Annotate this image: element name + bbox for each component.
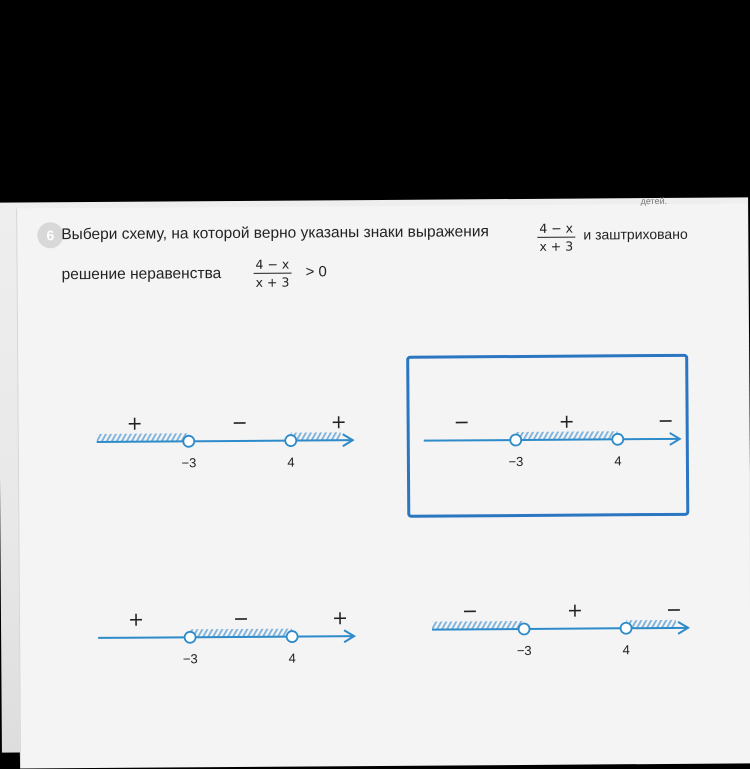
- open-point-2: [612, 434, 623, 445]
- point-label-1: −3: [508, 453, 524, 470]
- axis-line: [424, 439, 680, 441]
- option-scheme-2[interactable]: [406, 354, 689, 518]
- interval-sign-2: +: [558, 410, 575, 433]
- interval-sign-2: −: [231, 411, 248, 434]
- interval-sign-3: +: [330, 411, 347, 434]
- interval-sign-3: +: [331, 607, 349, 630]
- top-note: детей.: [640, 195, 668, 207]
- fraction-denominator: x + 3: [539, 238, 574, 254]
- fraction-denominator: x + 3: [255, 274, 290, 290]
- number-line-diagram: [409, 357, 692, 521]
- question-line-2: решение неравенства: [61, 265, 222, 284]
- question-line-1-tail: и заштриховано: [583, 225, 688, 243]
- axis-line: [98, 636, 354, 638]
- point-label-2: 4: [288, 650, 296, 666]
- fraction-numerator: 4 − x: [537, 221, 575, 238]
- option-scheme-1[interactable]: [82, 358, 365, 522]
- task-card: [16, 195, 750, 768]
- open-point-1: [510, 434, 521, 445]
- screen: [0, 197, 750, 752]
- open-point-2: [287, 631, 298, 642]
- point-label-1: −3: [181, 455, 197, 471]
- interval-sign-3: −: [657, 409, 674, 433]
- number-line-diagram: [84, 554, 367, 718]
- open-point-1: [185, 632, 196, 643]
- interval-sign-1: −: [461, 600, 478, 623]
- open-point-2: [621, 623, 632, 634]
- interval-sign-2: −: [232, 607, 250, 630]
- point-label-2: 4: [614, 453, 622, 469]
- point-label-1: −3: [516, 642, 532, 659]
- number-line-diagram: [418, 546, 701, 710]
- open-point-2: [285, 435, 296, 446]
- fraction-expression-1: [537, 221, 575, 254]
- interval-sign-2: +: [566, 599, 583, 622]
- option-scheme-4[interactable]: [418, 546, 701, 710]
- point-label-2: 4: [622, 642, 630, 658]
- option-scheme-3[interactable]: [84, 554, 367, 718]
- fraction-numerator: 4 − x: [253, 257, 291, 274]
- point-label-1: −3: [182, 651, 198, 667]
- interval-sign-1: +: [126, 412, 143, 435]
- task-number-badge: 6: [37, 222, 63, 248]
- interval-sign-1: −: [453, 411, 470, 434]
- inequality-comparison: > 0: [305, 263, 327, 281]
- open-point-1: [519, 623, 530, 634]
- interval-sign-1: +: [127, 608, 145, 631]
- open-point-1: [183, 436, 194, 447]
- question-line-1: Выбери схему, на которой верно указаны знаки выражения: [61, 223, 489, 244]
- number-line-diagram: [82, 358, 365, 522]
- interval-sign-3: −: [665, 598, 682, 621]
- point-label-2: 4: [287, 454, 295, 470]
- fraction-expression-2: [253, 257, 291, 290]
